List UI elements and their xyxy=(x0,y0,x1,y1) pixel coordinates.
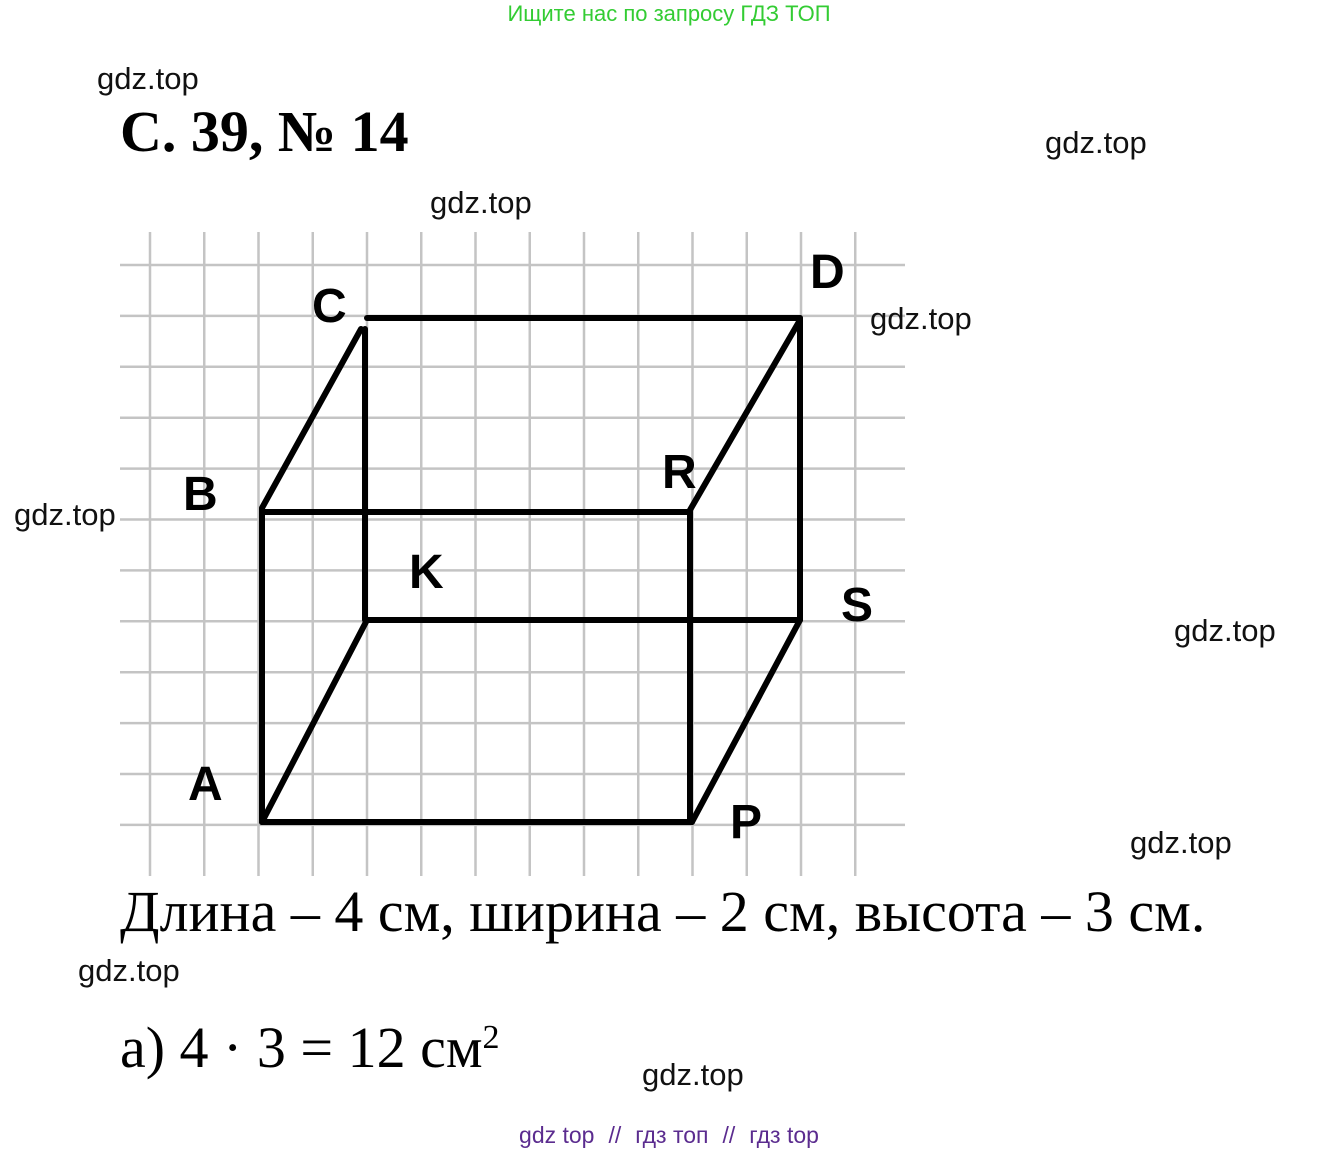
watermark: gdz.top xyxy=(870,301,972,336)
answer-a-expression: а) 4 · 3 = 12 см xyxy=(120,1015,483,1080)
vertex-label-d: D xyxy=(810,246,845,299)
vertex-label-c: C xyxy=(312,280,347,333)
watermark: gdz.top xyxy=(1045,125,1147,160)
answer-a xyxy=(120,1015,500,1086)
grid-paper xyxy=(120,232,905,876)
watermark: gdz.top xyxy=(1174,613,1276,648)
vertex-label-p: P xyxy=(730,796,763,849)
watermark: gdz.top xyxy=(642,1057,744,1092)
footer-link-gdz-top-ru[interactable]: гдз топ xyxy=(635,1122,709,1148)
search-hint: Ищите нас по запросу ГДЗ ТОП xyxy=(507,1,831,26)
edge-r-d xyxy=(690,320,800,510)
page-title: С. 39, № 14 xyxy=(120,99,409,164)
footer-link-gdz-top-mixed[interactable]: гдз top xyxy=(749,1122,819,1148)
footer-link-gdz-top[interactable]: gdz top xyxy=(519,1122,595,1148)
watermark: gdz.top xyxy=(97,61,199,96)
footer-separator: // xyxy=(722,1122,736,1148)
vertex-label-k: K xyxy=(409,546,444,599)
vertex-labels xyxy=(183,246,873,849)
vertex-label-a: A xyxy=(188,758,223,811)
watermark: gdz.top xyxy=(78,953,180,988)
footer-separator: // xyxy=(608,1122,622,1148)
dimensions-text: Длина – 4 см, ширина – 2 см, высота – 3 см. xyxy=(120,879,1206,944)
footer-links xyxy=(0,1122,1338,1148)
watermark: gdz.top xyxy=(1130,825,1232,860)
vertex-label-b: B xyxy=(183,468,218,521)
edge-a-k xyxy=(262,620,367,822)
answer-a-exponent: 2 xyxy=(482,1019,500,1056)
watermark: gdz.top xyxy=(14,497,116,532)
vertex-label-r: R xyxy=(662,446,697,499)
vertex-label-s: S xyxy=(841,579,874,632)
watermark: gdz.top xyxy=(430,185,532,220)
